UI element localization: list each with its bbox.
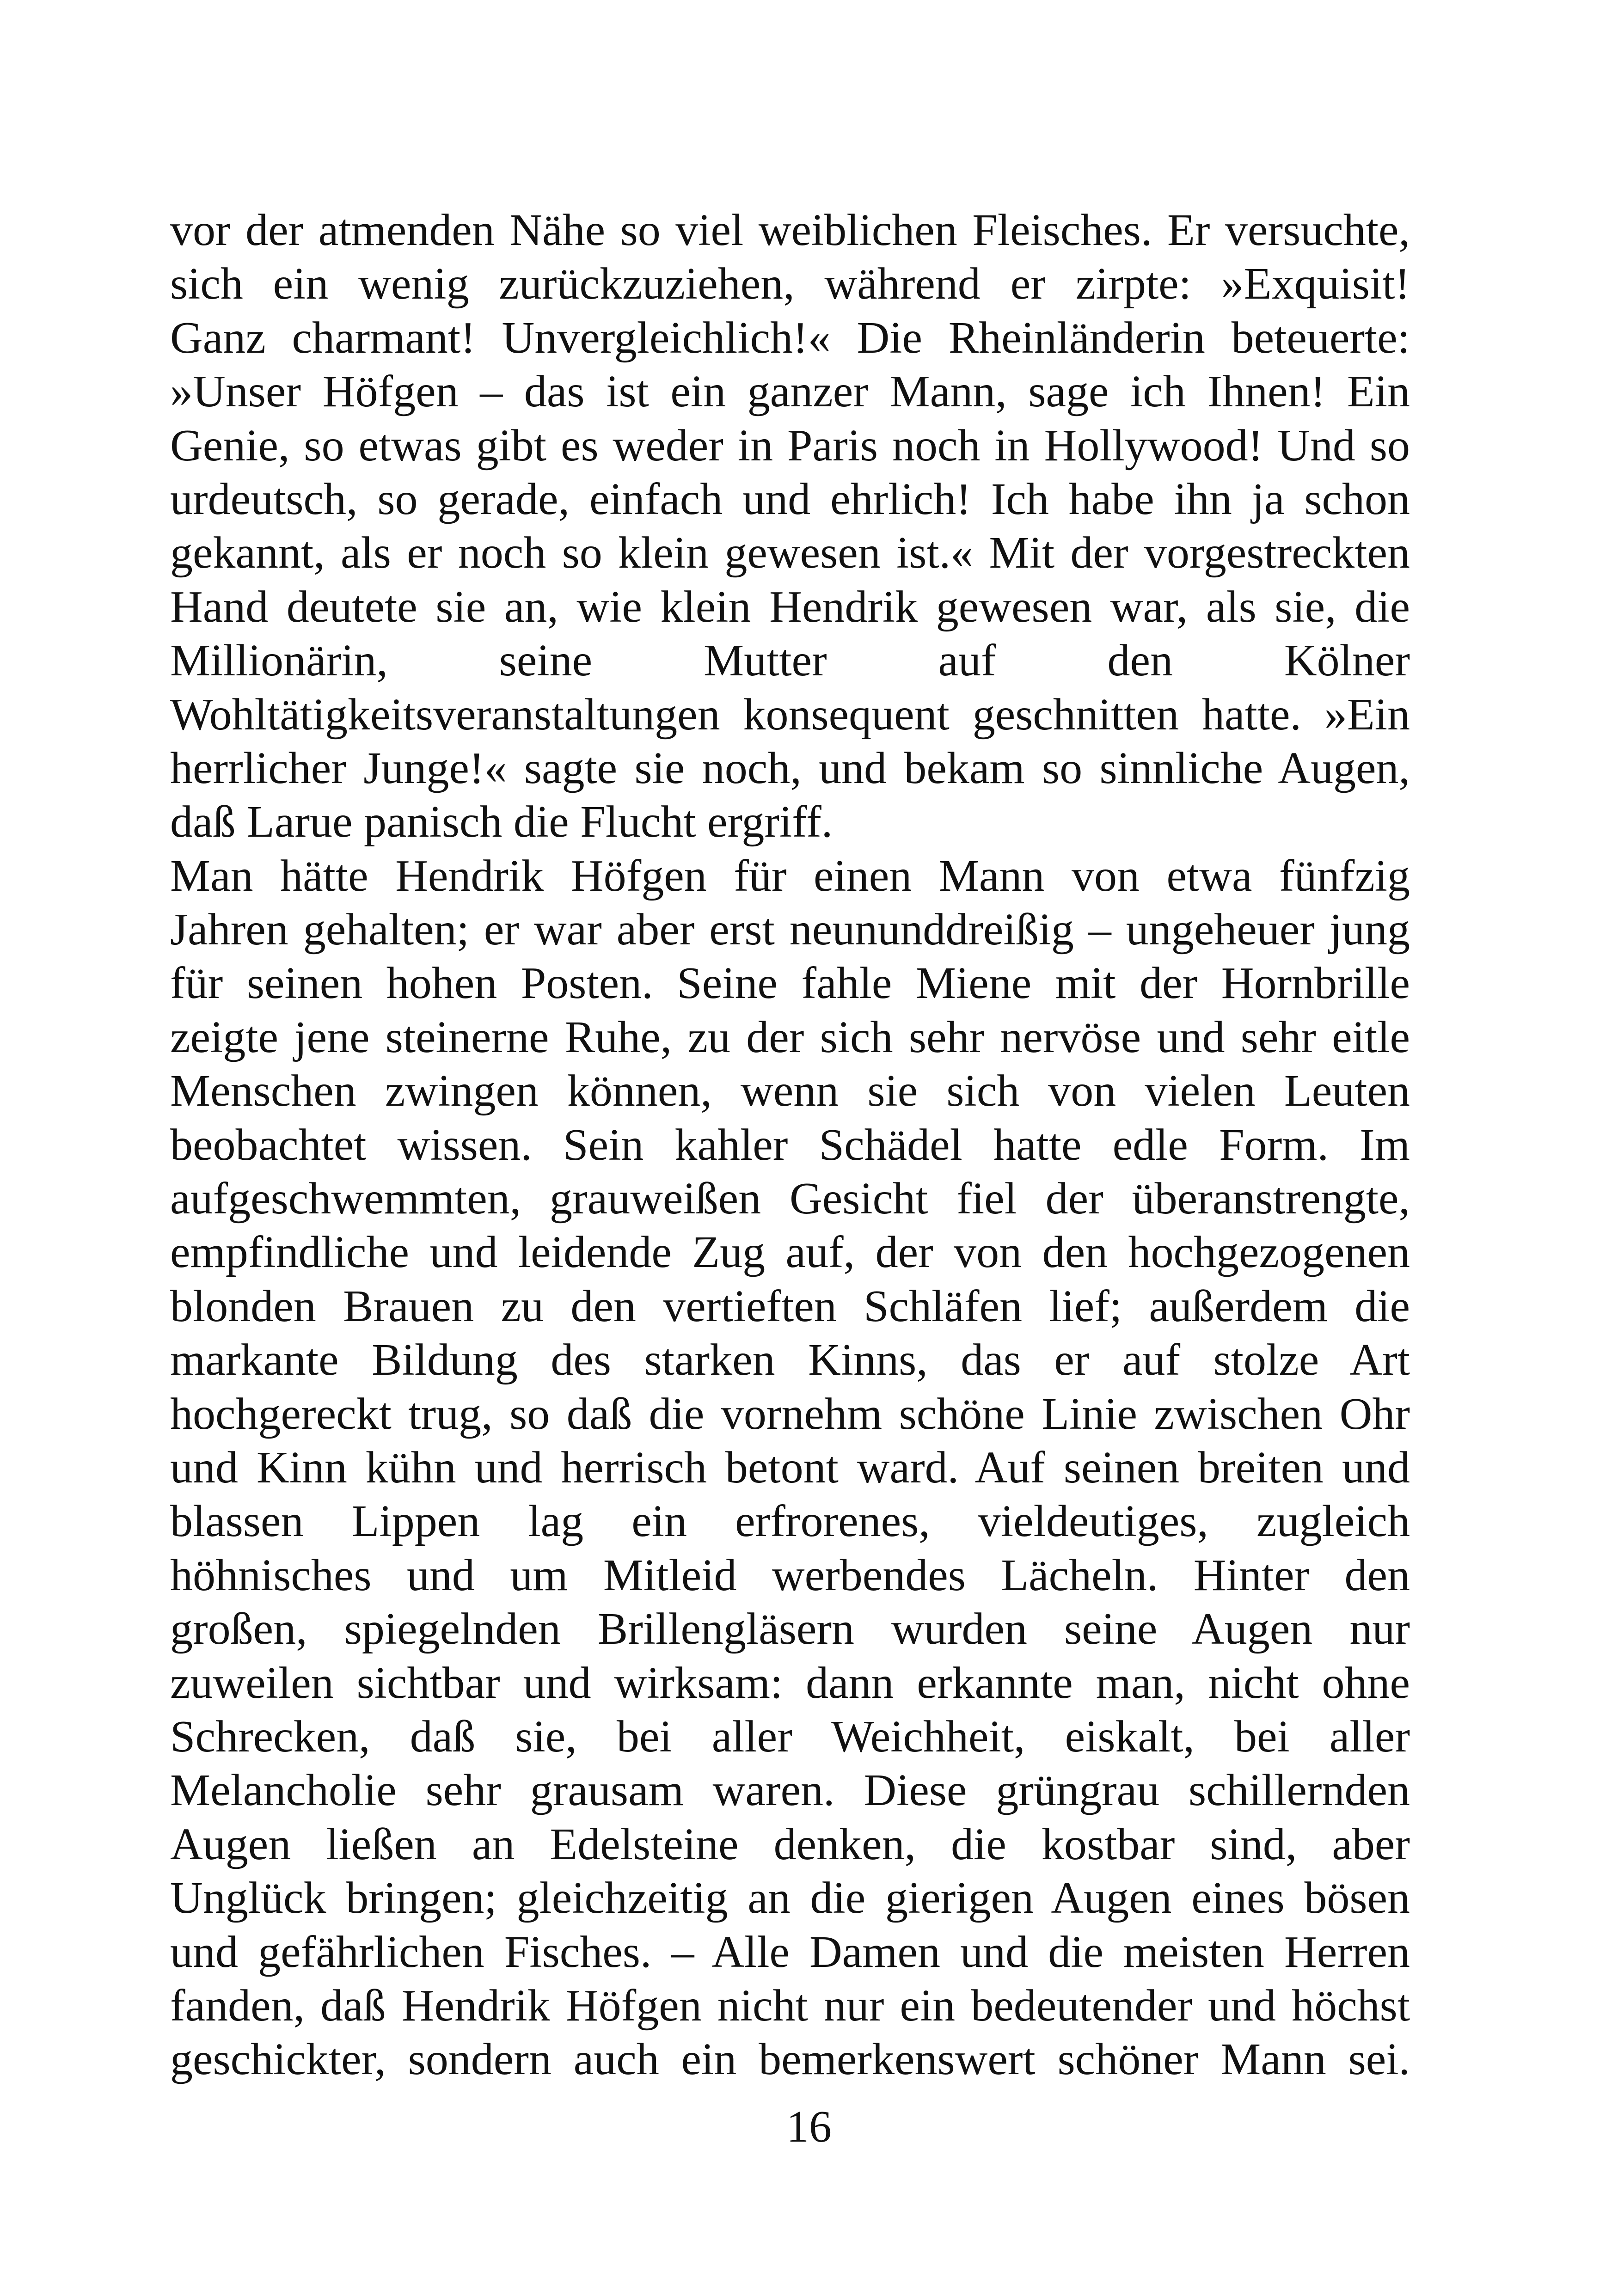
text-line: zeigte jene steinerne Ruhe, zu der sich sehr nervöse und sehr eitle [170, 1012, 1410, 1062]
text-line: Ganz charmant! Unvergleichlich!« Die Rheinländerin beteuerte: [170, 312, 1410, 363]
text-line: geschickter, sondern auch ein bemerkenswert schöner Mann sei. [170, 2034, 1410, 2085]
text-line: beobachtet wissen. Sein kahler Schädel hatte edle Form. Im [170, 1120, 1410, 1170]
text-line: Augen ließen an Edelsteine denken, die kostbar sind, aber [170, 1819, 1410, 1869]
text-line: Wohltätigkeitsveranstaltungen konsequent geschnitten hatte. »Ein [170, 689, 1410, 740]
text-line: vor der atmenden Nähe so viel weiblichen Fleisches. Er versuchte, [170, 205, 1410, 255]
text-line: Unglück bringen; gleichzeitig an die gierigen Augen eines bösen [170, 1873, 1410, 1923]
text-line: Melancholie sehr grausam waren. Diese grüngrau schillernden [170, 1765, 1410, 1816]
paragraph-2 [170, 849, 1410, 2087]
text-line: Man hätte Hendrik Höfgen für einen Mann von etwa fünfzig [170, 851, 1410, 901]
text-line: Menschen zwingen können, wenn sie sich von vielen Leuten [170, 1066, 1410, 1116]
text-line: aufgeschwemmten, grauweißen Gesicht fiel der überanstrengte, [170, 1174, 1410, 1224]
text-line: und gefährlichen Fisches. – Alle Damen und die meisten Herren [170, 1927, 1410, 1977]
body-text [170, 203, 1410, 2087]
text-line: markante Bildung des starken Kinns, das er auf stolze Art [170, 1335, 1410, 1385]
text-line: hochgereckt trug, so daß die vornehm schöne Linie zwischen Ohr [170, 1389, 1410, 1439]
page-number: 16 [786, 2102, 832, 2152]
text-line: höhnisches und um Mitleid werbendes Lächeln. Hinter den [170, 1550, 1410, 1600]
text-line: großen, spiegelnden Brillengläsern wurden seine Augen nur [170, 1604, 1410, 1654]
text-line: empfindliche und leidende Zug auf, der von den hochgezogenen [170, 1227, 1410, 1278]
text-line: fanden, daß Hendrik Höfgen nicht nur ein bedeutender und höchst [170, 1980, 1410, 2031]
text-line: Millionärin, seine Mutter auf den Kölner [170, 636, 1410, 686]
text-line: gekannt, als er noch so klein gewesen ist.« Mit der vorgestreckten [170, 528, 1410, 578]
text-line: daß Larue panisch die Flucht ergriff. [170, 797, 833, 847]
text-line: »Unser Höfgen – das ist ein ganzer Mann, sage ich Ihnen! Ein [170, 367, 1410, 417]
text-line: Jahren gehalten; er war aber erst neununddreißig – ungeheuer jung [170, 905, 1410, 955]
paragraph-1 [170, 203, 1410, 849]
text-line: Hand deutete sie an, wie klein Hendrik gewesen war, als sie, die [170, 582, 1410, 632]
text-line: und Kinn kühn und herrisch betont ward. Auf seinen breiten und [170, 1442, 1410, 1493]
text-line: blassen Lippen lag ein erfrorenes, vieldeutiges, zugleich [170, 1496, 1410, 1547]
text-line: für seinen hohen Posten. Seine fahle Miene mit der Hornbrille [170, 958, 1410, 1009]
text-line: urdeutsch, so gerade, einfach und ehrlich! Ich habe ihn ja schon [170, 474, 1410, 524]
text-line: sich ein wenig zurückzuziehen, während er zirpte: »Exquisit! [170, 259, 1410, 309]
text-line: Schrecken, daß sie, bei aller Weichheit, eiskalt, bei aller [170, 1711, 1410, 1762]
text-line: blonden Brauen zu den vertieften Schläfen lief; außerdem die [170, 1281, 1410, 1331]
text-line: zuweilen sichtbar und wirksam: dann erkannte man, nicht ohne [170, 1658, 1410, 1708]
text-line: Genie, so etwas gibt es weder in Paris noch in Hollywood! Und so [170, 420, 1410, 471]
text-line: herrlicher Junge!« sagte sie noch, und bekam so sinnliche Augen, [170, 743, 1410, 793]
